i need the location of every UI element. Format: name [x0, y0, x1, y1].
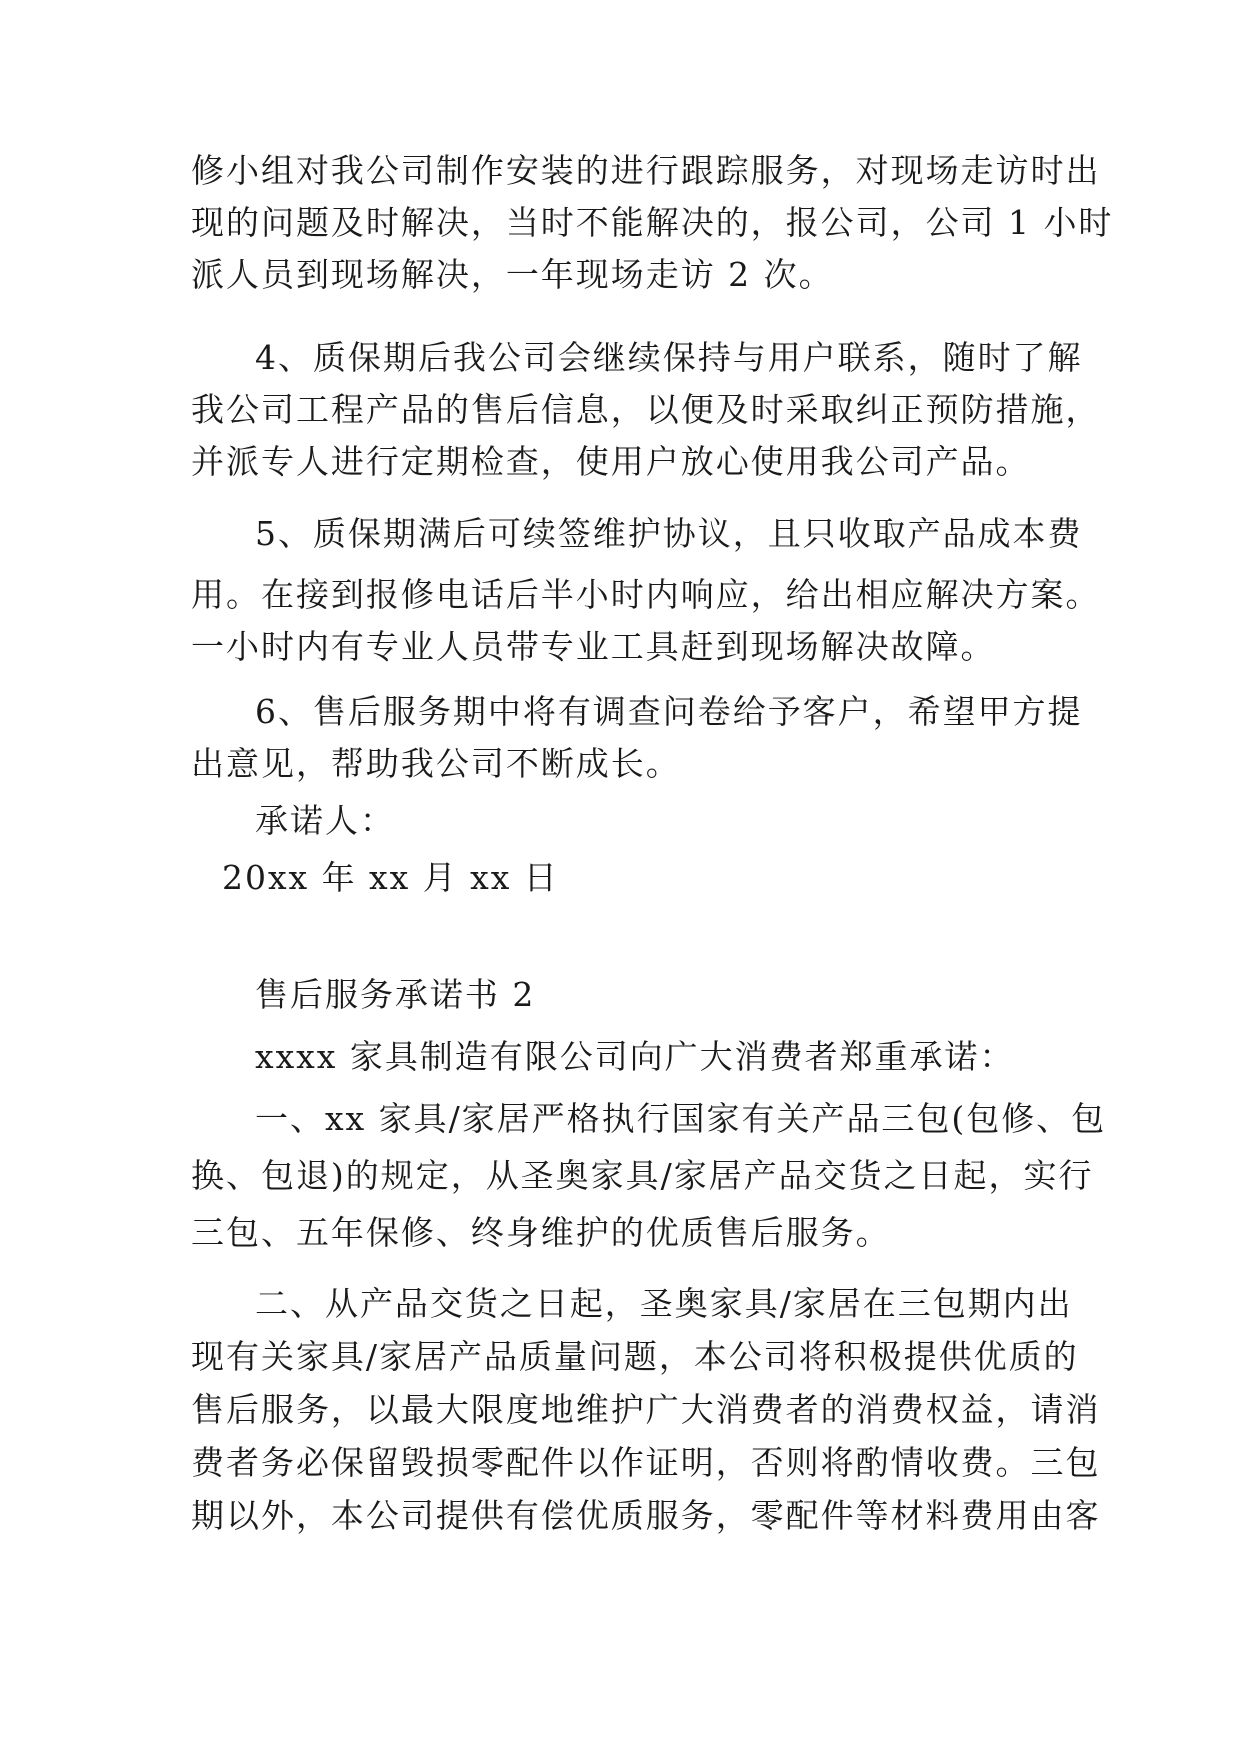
text-line: 期以外，本公司提供有偿优质服务，零配件等材料费用由客 — [191, 1496, 1101, 1535]
text-line: 换、包退)的规定，从圣奥家具/家居产品交货之日起，实行 — [191, 1156, 1094, 1195]
text-line: 派人员到现场解决，一年现场走访 2 次。 — [191, 255, 834, 294]
text-line: 一、xx 家具/家居严格执行国家有关产品三包(包修、包 — [255, 1099, 1107, 1138]
text-line: 用。在接到报修电话后半小时内响应，给出相应解决方案。 — [191, 575, 1101, 614]
text-line: 5、质保期满后可续签维护协议，且只收取产品成本费 — [255, 514, 1083, 553]
section-title: 售后服务承诺书 2 — [255, 975, 536, 1014]
text-line: 费者务必保留毁损零配件以作证明，否则将酌情收费。三包 — [191, 1443, 1101, 1482]
text-line: 售后服务，以最大限度地维护广大消费者的消费权益，请消 — [191, 1390, 1101, 1429]
text-line: 4、质保期后我公司会继续保持与用户联系，随时了解 — [255, 338, 1083, 377]
text-line: 我公司工程产品的售后信息，以便及时采取纠正预防措施， — [191, 390, 1101, 429]
text-line: 现有关家具/家居产品质量问题，本公司将积极提供优质的 — [191, 1337, 1079, 1376]
date-line: 20xx 年 xx 月 xx 日 — [222, 858, 559, 897]
text-line: 三包、五年保修、终身维护的优质售后服务。 — [191, 1213, 891, 1252]
text-line: 并派专人进行定期检查，使用户放心使用我公司产品。 — [191, 442, 1031, 481]
text-line: 现的问题及时解决，当时不能解决的，报公司，公司 1 小时 — [191, 203, 1114, 242]
signer-label: 承诺人： — [255, 801, 395, 840]
text-line: 二、从产品交货之日起，圣奥家具/家居在三包期内出 — [255, 1284, 1073, 1323]
text-line: xxxx 家具制造有限公司向广大消费者郑重承诺： — [255, 1037, 1015, 1076]
text-line: 一小时内有专业人员带专业工具赶到现场解决故障。 — [191, 627, 996, 666]
text-line: 出意见，帮助我公司不断成长。 — [191, 744, 681, 783]
text-line: 修小组对我公司制作安装的进行跟踪服务，对现场走访时出 — [191, 151, 1101, 190]
text-line: 6、售后服务期中将有调查问卷给予客户，希望甲方提 — [255, 692, 1083, 731]
